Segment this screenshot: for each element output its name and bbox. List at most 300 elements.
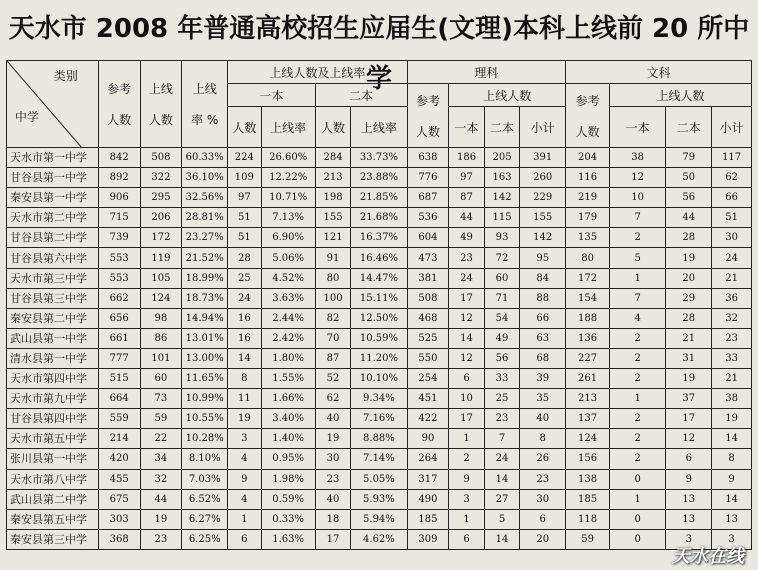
- science-tier1-cell: 10: [449, 389, 484, 409]
- science-candidates-cell: 490: [407, 489, 449, 509]
- science-tier1-cell: 2: [449, 449, 484, 469]
- tier2-rate-cell: 16.46%: [351, 248, 407, 268]
- liberal-candidates-cell: 261: [566, 369, 610, 389]
- tier2-rate-cell: 7.16%: [351, 409, 407, 429]
- passed-cell: 86: [140, 328, 182, 348]
- school-name-cell: 甘谷县第三中学: [7, 288, 99, 308]
- group-total-header: 上线人数及上线率: [228, 61, 407, 84]
- science-subtotal-header: 小计: [520, 107, 566, 148]
- tier1-count-cell: 224: [228, 148, 261, 168]
- liberal-subtotal-cell: 23: [712, 328, 752, 348]
- liberal-tier2-cell: 6: [666, 449, 712, 469]
- science-tier2-cell: 24: [484, 449, 519, 469]
- science-tier2-cell: 23: [484, 409, 519, 429]
- passed-cell: 105: [140, 268, 182, 288]
- liberal-subtotal-cell: 51: [712, 208, 752, 228]
- tier1-count-cell: 9: [228, 469, 261, 489]
- science-subtotal-cell: 260: [520, 168, 566, 188]
- liberal-subtotal-cell: 21: [712, 268, 752, 288]
- tier1-count-cell: 14: [228, 348, 261, 368]
- science-tier2-cell: 27: [484, 489, 519, 509]
- tier1-rate-cell: 1.40%: [261, 429, 315, 449]
- tier1-count-cell: 8: [228, 369, 261, 389]
- science-tier1-cell: 1: [449, 509, 484, 529]
- liberal-subtotal-cell: 30: [712, 228, 752, 248]
- category-label: 类别: [53, 69, 78, 83]
- science-candidates-cell: 550: [407, 348, 449, 368]
- tier2-rate-cell: 5.94%: [351, 509, 407, 529]
- science-tier2-cell: 115: [484, 208, 519, 228]
- science-candidates-cell: 776: [407, 168, 449, 188]
- table-row: [7, 268, 752, 288]
- liberal-tier1-cell: 7: [609, 288, 665, 308]
- science-subtotal-cell: 391: [520, 148, 566, 168]
- tier2-count-cell: 70: [315, 328, 350, 348]
- candidates-cell: 303: [98, 509, 140, 529]
- science-candidates-cell: 264: [407, 449, 449, 469]
- tier1-count-cell: 25: [228, 268, 261, 288]
- liberal-tier1-cell: 2: [609, 348, 665, 368]
- liberal-candidates-cell: 213: [566, 389, 610, 409]
- table-row: [7, 288, 752, 308]
- tier1-rate-cell: 0.59%: [261, 489, 315, 509]
- school-name-cell: 秦安县第五中学: [7, 509, 99, 529]
- tier2-rate-cell: 5.05%: [351, 469, 407, 489]
- liberal-subtotal-cell: 14: [712, 429, 752, 449]
- passed-cell: 322: [140, 168, 182, 188]
- tier2-count-cell: 198: [315, 188, 350, 208]
- liberal-tier2-cell: 28: [666, 308, 712, 328]
- tier1-count-cell: 97: [228, 188, 261, 208]
- pass-rate-cell: 10.99%: [182, 389, 228, 409]
- science-subtotal-cell: 66: [520, 308, 566, 328]
- science-subtotal-cell: 30: [520, 489, 566, 509]
- school-name-cell: 甘谷县第一中学: [7, 168, 99, 188]
- passed-cell: 19: [140, 509, 182, 529]
- liberal-passed-header: 上线人数: [609, 84, 751, 107]
- liberal-subtotal-cell: 62: [712, 168, 752, 188]
- tier2-count-cell: 18: [315, 509, 350, 529]
- science-candidates-cell: 90: [407, 429, 449, 449]
- school-name-cell: 武山县第二中学: [7, 489, 99, 509]
- tier1-count-cell: 6: [228, 529, 261, 549]
- tier1-rate-cell: 1.63%: [261, 529, 315, 549]
- passed-cell: 22: [140, 429, 182, 449]
- candidates-cell: 214: [98, 429, 140, 449]
- tier1-rate-cell: 7.13%: [261, 208, 315, 228]
- liberal-candidates-cell: 138: [566, 469, 610, 489]
- tier1-rate-cell: 1.66%: [261, 389, 315, 409]
- liberal-tier1-cell: 2: [609, 429, 665, 449]
- liberal-tier1-cell: 1: [609, 268, 665, 288]
- pass-rate-cell: 11.65%: [182, 369, 228, 389]
- passed-cell: 23: [140, 529, 182, 549]
- tier1-count-header: 人数: [228, 107, 261, 148]
- science-candidates-cell: 536: [407, 208, 449, 228]
- liberal-tier1-cell: 2: [609, 409, 665, 429]
- tier1-count-cell: 19: [228, 409, 261, 429]
- science-subtotal-cell: 35: [520, 389, 566, 409]
- tier2-count-header: 人数: [315, 107, 350, 148]
- table-row: [7, 188, 752, 208]
- school-name-cell: 甘谷县第六中学: [7, 248, 99, 268]
- table-row: [7, 429, 752, 449]
- liberal-tier2-cell: 79: [666, 148, 712, 168]
- passed-cell: 508: [140, 148, 182, 168]
- science-tier1-cell: 186: [449, 148, 484, 168]
- liberal-tier2-cell: 44: [666, 208, 712, 228]
- liberal-candidates-header: 参考 人数: [566, 84, 610, 148]
- science-candidates-cell: 309: [407, 529, 449, 549]
- tier2-count-cell: 17: [315, 529, 350, 549]
- liberal-subtotal-header: 小计: [712, 107, 752, 148]
- page-title: 天水市 2008 年普通高校招生应届生(文理)本科上线前 20 所中学: [8, 14, 750, 94]
- liberal-tier2-cell: 12: [666, 429, 712, 449]
- science-subtotal-cell: 40: [520, 409, 566, 429]
- liberal-tier2-cell: 3: [666, 529, 712, 549]
- tier1-rate-cell: 5.06%: [261, 248, 315, 268]
- liberal-tier1-cell: 10: [609, 188, 665, 208]
- science-tier1-cell: 17: [449, 409, 484, 429]
- science-subtotal-cell: 26: [520, 449, 566, 469]
- candidates-cell: 553: [98, 268, 140, 288]
- science-subtotal-cell: 155: [520, 208, 566, 228]
- liberal-candidates-cell: 172: [566, 268, 610, 288]
- candidates-cell: 420: [98, 449, 140, 469]
- tier1-count-cell: 4: [228, 449, 261, 469]
- category-school-header: [7, 61, 99, 148]
- tier2-rate-cell: 8.88%: [351, 429, 407, 449]
- passed-cell: 172: [140, 228, 182, 248]
- tier1-rate-cell: 3.40%: [261, 409, 315, 429]
- candidates-cell: 368: [98, 529, 140, 549]
- candidates-cell: 662: [98, 288, 140, 308]
- science-tier2-cell: 72: [484, 248, 519, 268]
- science-subtotal-cell: 68: [520, 348, 566, 368]
- tier2-count-cell: 40: [315, 489, 350, 509]
- liberal-tier2-cell: 17: [666, 409, 712, 429]
- liberal-tier1-cell: 0: [609, 509, 665, 529]
- science-subtotal-cell: 8: [520, 429, 566, 449]
- liberal-tier1-cell: 2: [609, 228, 665, 248]
- pass-rate-cell: 14.94%: [182, 308, 228, 328]
- tier2-count-cell: 23: [315, 469, 350, 489]
- liberal-tier2-cell: 37: [666, 389, 712, 409]
- liberal-tier1-cell: 0: [609, 469, 665, 489]
- passed-cell: 34: [140, 449, 182, 469]
- passed-cell: 73: [140, 389, 182, 409]
- liberal-tier2-cell: 19: [666, 248, 712, 268]
- liberal-subtotal-cell: 14: [712, 489, 752, 509]
- science-subtotal-cell: 23: [520, 469, 566, 489]
- science-candidates-cell: 451: [407, 389, 449, 409]
- tier2-rate-cell: 15.11%: [351, 288, 407, 308]
- liberal-subtotal-cell: 32: [712, 308, 752, 328]
- liberal-tier1-cell: 2: [609, 449, 665, 469]
- liberal-candidates-cell: 154: [566, 288, 610, 308]
- tier2-count-cell: 19: [315, 429, 350, 449]
- tier1-rate-header: 上线率: [261, 107, 315, 148]
- science-subtotal-cell: 142: [520, 228, 566, 248]
- pass-rate-cell: 18.73%: [182, 288, 228, 308]
- school-name-cell: 秦安县第三中学: [7, 529, 99, 549]
- candidates-cell: 515: [98, 369, 140, 389]
- tier2-count-cell: 213: [315, 168, 350, 188]
- passed-cell: 295: [140, 188, 182, 208]
- pass-rate-cell: 6.52%: [182, 489, 228, 509]
- liberal-candidates-cell: 204: [566, 148, 610, 168]
- science-candidates-cell: 525: [407, 328, 449, 348]
- diagonal-line: [7, 61, 95, 148]
- science-candidates-cell: 254: [407, 369, 449, 389]
- tier1-rate-cell: 3.63%: [261, 288, 315, 308]
- tier1-rate-cell: 6.90%: [261, 228, 315, 248]
- passed-cell: 119: [140, 248, 182, 268]
- liberal-tier1-cell: 12: [609, 168, 665, 188]
- candidates-header: 参考 人数: [98, 61, 140, 148]
- tier2-rate-cell: 14.47%: [351, 268, 407, 288]
- science-tier2-cell: 25: [484, 389, 519, 409]
- tier2-rate-cell: 9.34%: [351, 389, 407, 409]
- liberal-header: 文科: [566, 61, 752, 84]
- liberal-tier1-cell: 0: [609, 529, 665, 549]
- table-row: [7, 348, 752, 368]
- pass-rate-cell: 32.56%: [182, 188, 228, 208]
- table-body: [7, 148, 752, 550]
- science-tier2-cell: 60: [484, 268, 519, 288]
- pass-rate-cell: 18.99%: [182, 268, 228, 288]
- science-tier1-cell: 3: [449, 489, 484, 509]
- passed-cell: 59: [140, 409, 182, 429]
- pass-rate-cell: 23.27%: [182, 228, 228, 248]
- tier1-rate-cell: 1.80%: [261, 348, 315, 368]
- tier2-rate-cell: 10.10%: [351, 369, 407, 389]
- science-subtotal-cell: 84: [520, 268, 566, 288]
- tier1-rate-cell: 0.95%: [261, 449, 315, 469]
- liberal-tier2-cell: 20: [666, 268, 712, 288]
- science-candidates-cell: 381: [407, 268, 449, 288]
- tier1-rate-cell: 2.42%: [261, 328, 315, 348]
- science-tier1-cell: 17: [449, 288, 484, 308]
- table-row: [7, 509, 752, 529]
- science-subtotal-cell: 63: [520, 328, 566, 348]
- science-tier2-cell: 163: [484, 168, 519, 188]
- liberal-tier1-cell: 2: [609, 328, 665, 348]
- science-candidates-cell: 468: [407, 308, 449, 328]
- candidates-cell: 664: [98, 389, 140, 409]
- liberal-candidates-cell: 116: [566, 168, 610, 188]
- school-name-cell: 秦安县第一中学: [7, 188, 99, 208]
- science-tier2-cell: 5: [484, 509, 519, 529]
- science-candidates-cell: 508: [407, 288, 449, 308]
- school-name-cell: 天水市第四中学: [7, 369, 99, 389]
- pass-rate-cell: 6.25%: [182, 529, 228, 549]
- science-tier1-cell: 12: [449, 308, 484, 328]
- table-row: [7, 308, 752, 328]
- school-name-cell: 天水市第三中学: [7, 268, 99, 288]
- liberal-tier2-cell: 19: [666, 369, 712, 389]
- science-tier1-header: 一本: [449, 107, 484, 148]
- candidates-cell: 777: [98, 348, 140, 368]
- science-tier2-cell: 14: [484, 529, 519, 549]
- science-tier1-cell: 97: [449, 168, 484, 188]
- tier1-count-cell: 3: [228, 429, 261, 449]
- tier1-rate-cell: 0.33%: [261, 509, 315, 529]
- tier1-header: 一本: [228, 84, 316, 107]
- science-tier1-cell: 6: [449, 369, 484, 389]
- liberal-candidates-cell: 80: [566, 248, 610, 268]
- tier2-rate-cell: 5.93%: [351, 489, 407, 509]
- pass-rate-cell: 21.52%: [182, 248, 228, 268]
- tier2-count-cell: 52: [315, 369, 350, 389]
- pass-rate-cell: 10.55%: [182, 409, 228, 429]
- tier2-rate-cell: 23.88%: [351, 168, 407, 188]
- science-tier2-cell: 33: [484, 369, 519, 389]
- table-row: [7, 409, 752, 429]
- science-tier2-cell: 205: [484, 148, 519, 168]
- table-row: [7, 529, 752, 549]
- tier2-rate-cell: 11.20%: [351, 348, 407, 368]
- candidates-cell: 842: [98, 148, 140, 168]
- passed-cell: 124: [140, 288, 182, 308]
- table-row: [7, 369, 752, 389]
- liberal-tier1-header: 一本: [609, 107, 665, 148]
- pass-rate-cell: 8.10%: [182, 449, 228, 469]
- pass-rate-cell: 13.00%: [182, 348, 228, 368]
- table-row: [7, 328, 752, 348]
- tier2-count-cell: 284: [315, 148, 350, 168]
- science-tier2-cell: 142: [484, 188, 519, 208]
- liberal-tier2-cell: 13: [666, 509, 712, 529]
- candidates-cell: 455: [98, 469, 140, 489]
- tier2-count-cell: 87: [315, 348, 350, 368]
- liberal-subtotal-cell: 33: [712, 348, 752, 368]
- tier1-count-cell: 11: [228, 389, 261, 409]
- science-tier2-cell: 71: [484, 288, 519, 308]
- school-name-cell: 秦安县第二中学: [7, 308, 99, 328]
- science-tier1-cell: 87: [449, 188, 484, 208]
- science-candidates-cell: 317: [407, 469, 449, 489]
- science-tier2-cell: 54: [484, 308, 519, 328]
- science-tier2-cell: 56: [484, 348, 519, 368]
- school-name-cell: 天水市第五中学: [7, 429, 99, 449]
- school-name-cell: 天水市第二中学: [7, 208, 99, 228]
- liberal-subtotal-cell: 24: [712, 248, 752, 268]
- school-name-cell: 张川县第一中学: [7, 449, 99, 469]
- science-candidates-cell: 638: [407, 148, 449, 168]
- science-tier2-cell: 49: [484, 328, 519, 348]
- liberal-tier2-cell: 29: [666, 288, 712, 308]
- candidates-cell: 739: [98, 228, 140, 248]
- tier2-count-cell: 82: [315, 308, 350, 328]
- candidates-cell: 715: [98, 208, 140, 228]
- table-row: [7, 469, 752, 489]
- science-tier1-cell: 44: [449, 208, 484, 228]
- liberal-candidates-cell: 185: [566, 489, 610, 509]
- science-candidates-cell: 604: [407, 228, 449, 248]
- science-candidates-header: 参考 人数: [407, 84, 449, 148]
- results-table: [6, 60, 752, 550]
- liberal-tier1-cell: 7: [609, 208, 665, 228]
- tier1-count-cell: 16: [228, 328, 261, 348]
- liberal-candidates-cell: 135: [566, 228, 610, 248]
- liberal-subtotal-cell: 13: [712, 509, 752, 529]
- passed-cell: 206: [140, 208, 182, 228]
- liberal-tier1-cell: 38: [609, 148, 665, 168]
- science-tier2-cell: 93: [484, 228, 519, 248]
- liberal-candidates-cell: 227: [566, 348, 610, 368]
- tier1-count-cell: 4: [228, 489, 261, 509]
- science-subtotal-cell: 39: [520, 369, 566, 389]
- table-row: [7, 208, 752, 228]
- science-tier1-cell: 6: [449, 529, 484, 549]
- tier1-count-cell: 109: [228, 168, 261, 188]
- liberal-candidates-cell: 136: [566, 328, 610, 348]
- science-tier2-cell: 7: [484, 429, 519, 449]
- liberal-candidates-cell: 179: [566, 208, 610, 228]
- liberal-tier2-cell: 13: [666, 489, 712, 509]
- passed-cell: 44: [140, 489, 182, 509]
- liberal-tier1-cell: 1: [609, 389, 665, 409]
- liberal-tier2-cell: 50: [666, 168, 712, 188]
- passed-cell: 101: [140, 348, 182, 368]
- tier1-rate-cell: 10.71%: [261, 188, 315, 208]
- pass-rate-cell: 60.33%: [182, 148, 228, 168]
- liberal-candidates-cell: 156: [566, 449, 610, 469]
- science-subtotal-cell: 229: [520, 188, 566, 208]
- tier2-count-cell: 121: [315, 228, 350, 248]
- science-tier2-cell: 14: [484, 469, 519, 489]
- candidates-cell: 892: [98, 168, 140, 188]
- liberal-subtotal-cell: 117: [712, 148, 752, 168]
- tier1-count-cell: 16: [228, 308, 261, 328]
- science-tier1-cell: 49: [449, 228, 484, 248]
- tier2-header: 二本: [315, 84, 407, 107]
- tier2-rate-cell: 33.73%: [351, 148, 407, 168]
- science-header: 理科: [407, 61, 566, 84]
- candidates-cell: 675: [98, 489, 140, 509]
- tier2-rate-cell: 21.85%: [351, 188, 407, 208]
- science-subtotal-cell: 6: [520, 509, 566, 529]
- tier2-count-cell: 40: [315, 409, 350, 429]
- science-candidates-cell: 687: [407, 188, 449, 208]
- table-row: [7, 489, 752, 509]
- liberal-tier1-cell: 5: [609, 248, 665, 268]
- tier2-count-cell: 62: [315, 389, 350, 409]
- table-row: [7, 228, 752, 248]
- science-tier1-cell: 12: [449, 348, 484, 368]
- liberal-tier2-header: 二本: [666, 107, 712, 148]
- tier2-count-cell: 91: [315, 248, 350, 268]
- science-subtotal-cell: 88: [520, 288, 566, 308]
- science-candidates-cell: 185: [407, 509, 449, 529]
- liberal-tier1-cell: 2: [609, 369, 665, 389]
- liberal-subtotal-cell: 66: [712, 188, 752, 208]
- school-label: 中学: [15, 110, 40, 124]
- pass-rate-cell: 10.28%: [182, 429, 228, 449]
- science-tier1-cell: 14: [449, 328, 484, 348]
- table-row: [7, 248, 752, 268]
- tier2-count-cell: 80: [315, 268, 350, 288]
- science-tier1-cell: 24: [449, 268, 484, 288]
- tier1-count-cell: 51: [228, 208, 261, 228]
- tier2-rate-cell: 12.50%: [351, 308, 407, 328]
- liberal-subtotal-cell: 3: [712, 529, 752, 549]
- table-row: [7, 449, 752, 469]
- tier2-count-cell: 100: [315, 288, 350, 308]
- liberal-subtotal-cell: 9: [712, 469, 752, 489]
- liberal-candidates-cell: 118: [566, 509, 610, 529]
